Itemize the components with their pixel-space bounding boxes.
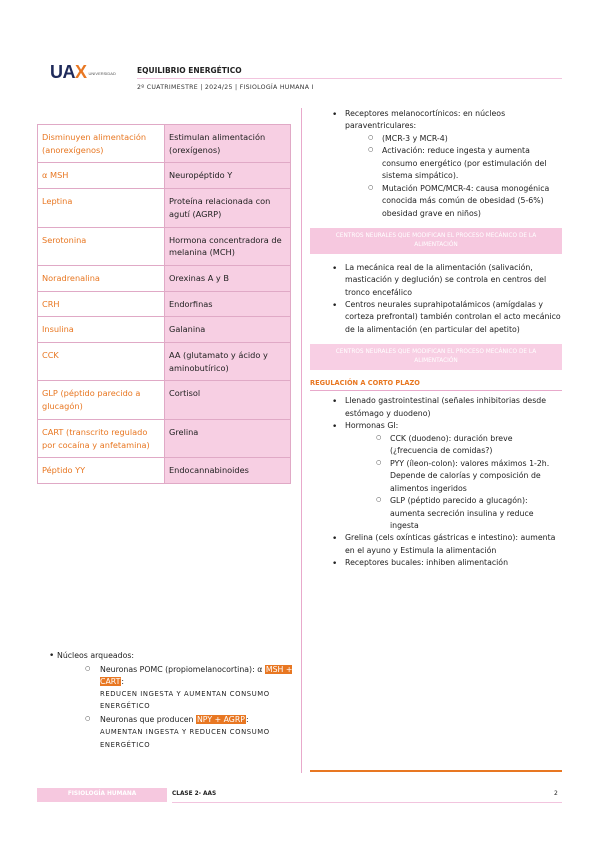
- table-row: [38, 458, 291, 484]
- logo-x: X: [75, 62, 87, 82]
- anorexigenic-cell: Serotonina: [38, 227, 165, 265]
- left-bullet-list: [57, 650, 297, 751]
- orexigenic-cell: AA (glutamato y ácido y aminobutírico): [165, 343, 291, 381]
- table-row: [38, 419, 291, 457]
- orexigenic-cell: Galanina: [165, 317, 291, 343]
- list-item: • Llenado gastrointestinal (señales inhibitorias desde estómago y duodeno): [310, 395, 562, 420]
- table-row: [38, 125, 291, 163]
- anorexigenic-cell: GLP (péptido parecido a glucagón): [38, 381, 165, 419]
- orexigenic-cell: Proteína relacionada con agutí (AGRP): [165, 189, 291, 227]
- sub-list-item: [57, 714, 297, 750]
- table-row: [38, 189, 291, 227]
- page-number: 2: [554, 790, 558, 797]
- orexigenic-cell: Grelina: [165, 419, 291, 457]
- sub-list-item: ○ (MCR-3 y MCR-4): [310, 133, 562, 145]
- list-item: • Receptores melanocortínicos: en núcleos paraventriculares:: [310, 108, 562, 133]
- anorexigenic-cell: Noradrenalina: [38, 265, 165, 291]
- document-title: EQUILIBRIO ENERGÉTICO: [137, 66, 242, 75]
- anorexigenic-cell: Leptina: [38, 189, 165, 227]
- orexigenic-cell: Endorfinas: [165, 291, 291, 317]
- footer-class: CLASE 2- AAS: [172, 791, 217, 797]
- sub-item-text: Neuronas POMC (propiomelanocortina): α: [100, 665, 263, 675]
- column-end-rule: [310, 770, 562, 772]
- list-item: • Receptores bucales: inhiben alimentación: [310, 557, 562, 569]
- section-band: CENTROS NEURALES QUE MODIFICAN EL PROCESO MECÁNICO DE LA ALIMENTACIÓN: [310, 344, 562, 369]
- sub-list-item: ○ Activación: reduce ingesta y aumenta consumo energético (por estimulación del sistema simpático).: [310, 145, 562, 182]
- table-row: [38, 227, 291, 265]
- sub-item-caps: REDUCEN INGESTA Y AUMENTAN CONSUMO ENERGÉTICO: [100, 690, 270, 711]
- sub-item-punct: :: [245, 715, 249, 725]
- orexigenic-cell: Orexinas A y B: [165, 265, 291, 291]
- anorexigenic-cell: CART (transcrito regulado por cocaína y anfetamina): [38, 419, 165, 457]
- right-column: [310, 108, 562, 570]
- section-title: REGULACIÓN A CORTO PLAZO: [310, 378, 562, 392]
- sub-list-item: ○ PYY (íleon-colon): valores máximos 1-2h. Depende de calorías y composición de alimentos ingeridos: [310, 458, 562, 495]
- orexigenic-cell: Cortisol: [165, 381, 291, 419]
- anorexigenic-cell: Péptido YY: [38, 458, 165, 484]
- sub-list-item: ○ Mutación POMC/MCR-4: causa monogénica conocida más común de obesidad (5-6%) obesidad grave en niños): [310, 183, 562, 220]
- highlight: MSH + CART: [100, 665, 293, 687]
- uax-logo: [50, 62, 116, 83]
- section-band: CENTROS NEURALES QUE MODIFICAN EL PROCESO MECÁNICO DE LA ALIMENTACIÓN: [310, 228, 562, 253]
- list-item: • La mecánica real de la alimentación (salivación, masticación y deglución) se controla en centros del tronco encefálico: [310, 262, 562, 299]
- footer-divider: [172, 802, 562, 803]
- list-item-text: Núcleos arqueados:: [57, 651, 135, 660]
- list-item: • Hormonas GI:: [310, 420, 562, 432]
- anorexigenic-cell: Disminuyen alimentación (anorexígenos): [38, 125, 165, 163]
- header-divider: [137, 78, 562, 79]
- footer-subject: FISIOLOGÍA HUMANA: [67, 791, 137, 797]
- anorexigenic-cell: α MSH: [38, 163, 165, 189]
- sub-item-caps: AUMENTAN INGESTA Y REDUCEN CONSUMO ENERGÉTICO: [100, 728, 270, 749]
- orexigenic-cell: Endocannabinoides: [165, 458, 291, 484]
- table-row: [38, 265, 291, 291]
- sub-item-text: Neuronas que producen: [100, 715, 194, 725]
- sub-item-punct: :: [121, 677, 125, 687]
- sub-list-item: ○ CCK (duodeno): duración breve (¿frecuencia de comidas?): [310, 433, 562, 458]
- table-row: [38, 291, 291, 317]
- table-row: [38, 381, 291, 419]
- list-item: • Grelina (cels oxínticas gástricas e intestino): aumenta en el ayuno y Estimula la alimentación: [310, 532, 562, 557]
- highlight: NPY + AGRP: [196, 715, 245, 725]
- column-divider: [301, 108, 302, 773]
- orexigenic-cell: Neuropéptido Y: [165, 163, 291, 189]
- document-subtitle: 2º CUATRIMESTRE | 2024/25 | FISIOLOGÍA HUMANA I: [137, 84, 314, 91]
- list-item: • Centros neurales suprahipotalámicos (amígdalas y corteza prefrontal) también controlan el acto mecánico de la alimentación (en particular del apetito): [310, 299, 562, 336]
- table-row: [38, 317, 291, 343]
- anorexigenic-cell: CRH: [38, 291, 165, 317]
- sub-list-item: ○ GLP (péptido parecido a glucagón): aumenta secreción insulina y reduce ingesta: [310, 495, 562, 532]
- list-item: [57, 650, 297, 662]
- table-row: [38, 343, 291, 381]
- logo-text: UA: [50, 62, 75, 82]
- logo-subtext: UNIVERSIDAD: [88, 70, 116, 76]
- anorexigenic-cell: Insulina: [38, 317, 165, 343]
- anorexigenic-cell: CCK: [38, 343, 165, 381]
- orexigenic-cell: Hormona concentradora de melanina (MCH): [165, 227, 291, 265]
- appetite-regulators-table: [37, 124, 291, 484]
- orexigenic-cell: Estimulan alimentación (orexígenos): [165, 125, 291, 163]
- sub-list-item: [57, 664, 297, 712]
- table-row: [38, 163, 291, 189]
